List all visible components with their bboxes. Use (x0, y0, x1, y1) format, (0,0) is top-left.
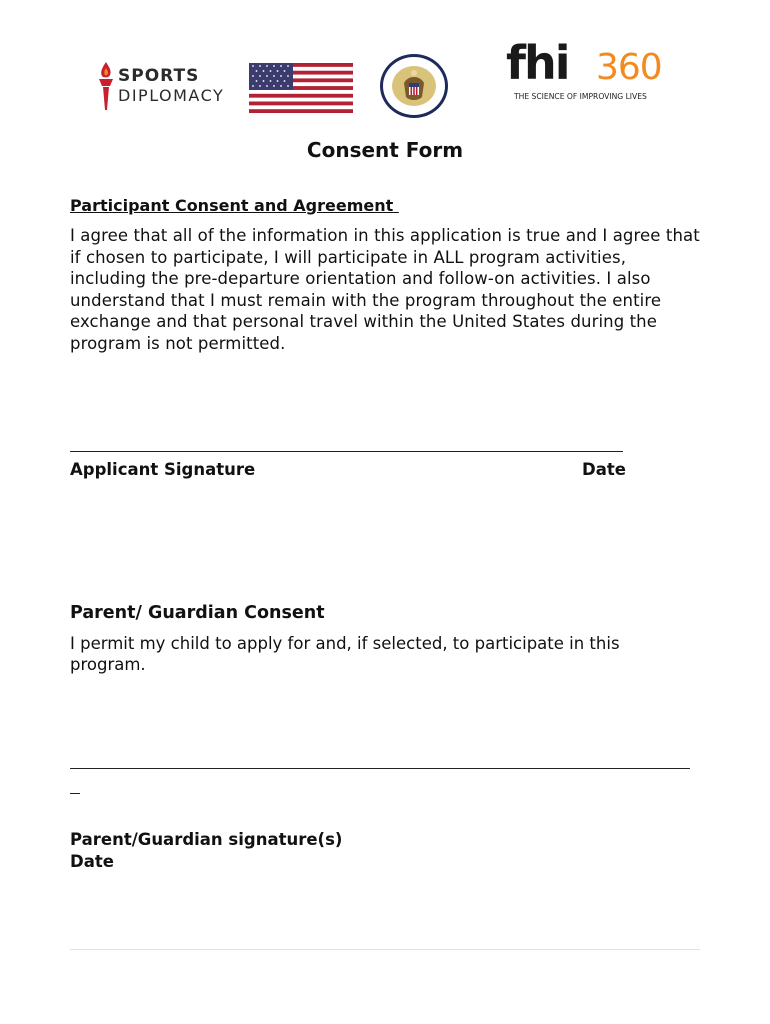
parent-date-label: Date (70, 852, 114, 871)
diplomacy-word: DIPLOMACY (118, 86, 225, 105)
us-flag-icon (249, 63, 353, 113)
parent-text: I permit my child to apply for and, if selected, to participate in this program. (70, 634, 620, 674)
fhi-tagline: THE SCIENCE OF IMPROVING LIVES (514, 92, 647, 101)
applicant-signature-label: Applicant Signature (70, 460, 256, 479)
torch-icon (96, 60, 116, 114)
footer-divider (70, 949, 700, 950)
page-title: Consent Form (306, 138, 464, 162)
parent-signature-label: Parent/Guardian signature(s) (70, 830, 343, 849)
parent-signature-line-continuation (70, 793, 80, 794)
participant-heading: Participant Consent and Agreement (70, 196, 399, 215)
parent-signature-block (70, 829, 342, 873)
participant-text: I agree that all of the information in this application is true and I agree that if chosen to participate, I will participate in ALL program activities, including the pre-departure orientation and follow-on activities. I also understand that I must remain with the program throughout the entire exchange and that personal travel within the United States during the program is not permitted. (70, 226, 700, 353)
fhi-word: fhi (506, 36, 569, 90)
parent-signature-line[interactable] (70, 768, 690, 769)
sports-word: SPORTS (118, 66, 200, 86)
parent-heading: Parent/ Guardian Consent (70, 603, 325, 623)
fhi360-logo (506, 36, 662, 104)
fhi-number: 360 (596, 47, 662, 88)
applicant-signature-line[interactable] (70, 451, 623, 452)
state-department-seal-icon (378, 53, 450, 119)
applicant-date-label: Date (582, 460, 626, 479)
sports-diplomacy-logo (96, 60, 225, 114)
